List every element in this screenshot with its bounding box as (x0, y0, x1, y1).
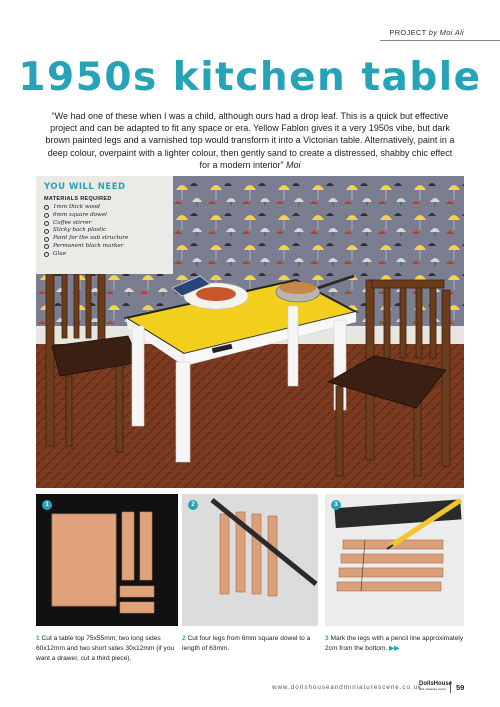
continue-arrow-icon: ▶▶ (389, 645, 400, 652)
intro-author: Moi (286, 159, 301, 170)
header-rule (380, 40, 500, 41)
page-number: 59 (456, 683, 465, 692)
step-2-photo (182, 494, 318, 626)
marking-legs-illustration (325, 494, 464, 626)
step-1-caption (36, 634, 178, 664)
material-item: Permanent black marker (44, 243, 165, 251)
author-byline: by Moi Ali (428, 28, 464, 37)
material-item: Sticky back plastic (44, 227, 165, 235)
section-label: PROJECT (389, 28, 427, 37)
you-will-need-box (36, 176, 173, 274)
step-1-photo (36, 494, 178, 626)
step-3-text: Mark the legs with a pencil line approximately 2cm from the bottom. (325, 635, 464, 652)
step-3-badge: 3 (331, 500, 341, 510)
material-item: Coffee stirrer (44, 220, 165, 228)
step-1-text: Cut a table top 75x55mm; two long sides 60x12mm and two short sides 30x12mm (if you want a drawer, cut a third piece). (36, 635, 175, 662)
checkbox-icon (44, 229, 49, 234)
material-item: 1mm thick wood (44, 204, 165, 212)
step-2-number: 2 (182, 635, 186, 642)
footer-url: www.dollshouseandminiaturescene.co.uk (272, 684, 423, 691)
step-1-number: 1 (36, 635, 40, 642)
intro-paragraph (42, 110, 458, 171)
step-3-number: 3 (325, 635, 329, 642)
step-2-text: Cut four legs from 6mm square dowel to a length of 63mm. (182, 635, 311, 652)
you-will-need-title: YOU WILL NEED (44, 182, 126, 192)
dowel-legs-illustration (182, 494, 318, 626)
page-title: 1950s kitchen table (18, 55, 482, 100)
footer-divider (450, 681, 451, 693)
materials-list (44, 204, 165, 259)
checkbox-icon (44, 244, 49, 249)
material-item: 6mm square dowel (44, 212, 165, 220)
magazine-logo (419, 681, 452, 691)
checkbox-icon (44, 205, 49, 210)
step-3-photo (325, 494, 464, 626)
logo-top: DollsHouse (419, 681, 453, 687)
material-item: Glue (44, 251, 165, 259)
checkbox-icon (44, 237, 49, 242)
checkbox-icon (44, 221, 49, 226)
materials-subtitle: MATERIALS REQUIRED (44, 196, 112, 202)
step-2-badge: 2 (188, 500, 198, 510)
cut-wood-pieces-illustration (36, 494, 178, 626)
step-3-caption (325, 634, 464, 654)
section-tag (389, 28, 464, 37)
intro-quote: “We had one of these when I was a child, although ours had a drop leaf. This is a quick but effective project and can be adapted to fit any space or era. Yellow Fablon gives it a very 1950s vibe, but dark brown painted legs and a varnished top would transform it into a Victorian table. Alternatively, paint in a deep colour, overpaint with a lighter colour, then gently sand to create a distressed, shabby chic effect for a modern interior” (45, 111, 455, 170)
checkbox-icon (44, 252, 49, 257)
material-item: Paint for the sub structure (44, 235, 165, 243)
step-1-badge: 1 (42, 500, 52, 510)
checkbox-icon (44, 213, 49, 218)
step-2-caption (182, 634, 318, 654)
logo-bottom: and miniature scene (419, 687, 447, 691)
